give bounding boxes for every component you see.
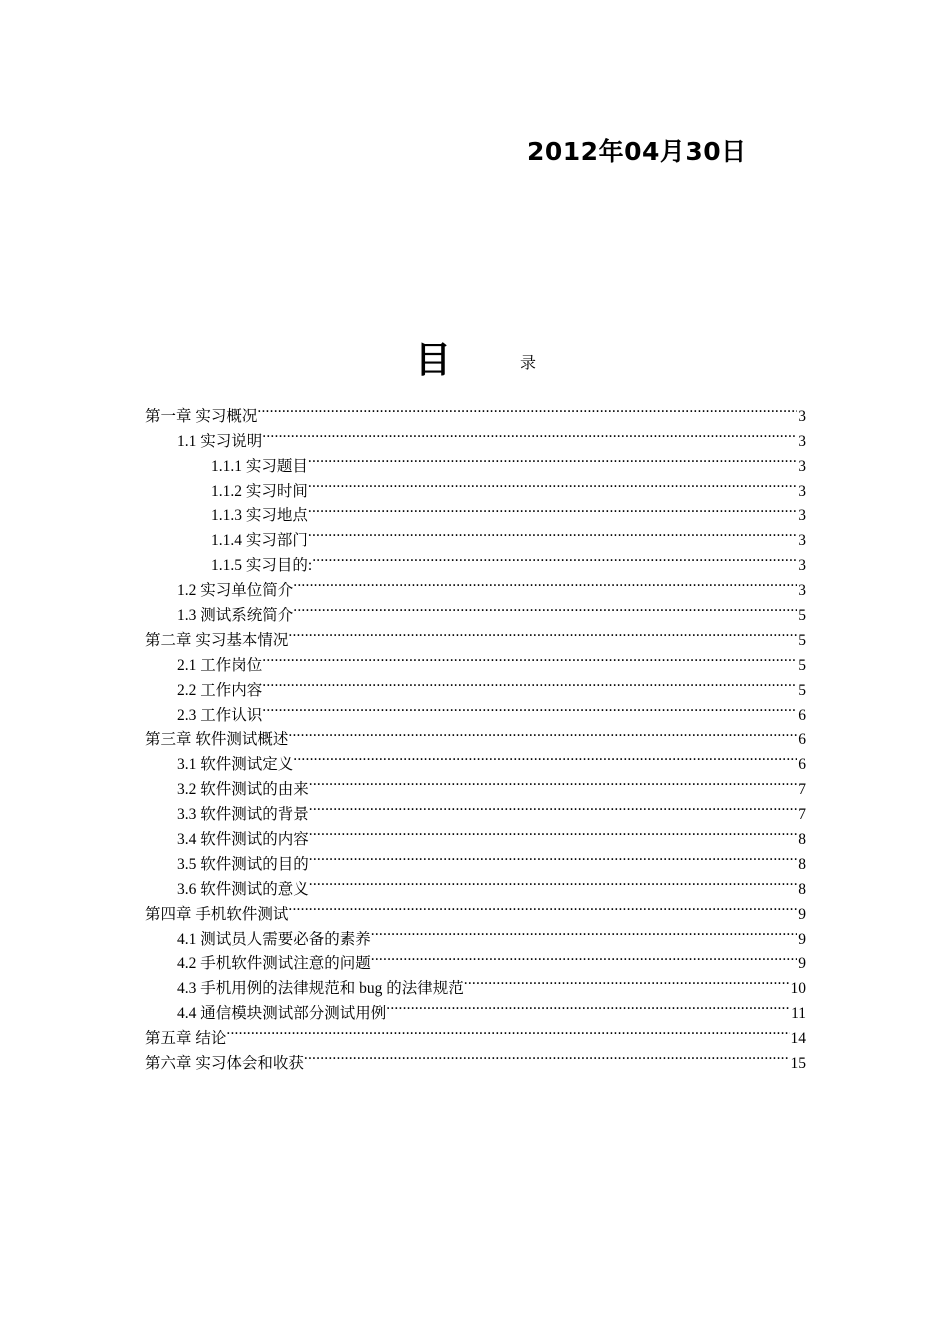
- toc-leader-dots: [226, 1018, 789, 1043]
- toc-leader-dots: [386, 993, 790, 1018]
- toc-leader-dots: [308, 471, 797, 496]
- toc-entry-page-number: 7: [798, 781, 806, 799]
- toc-entry-page-number: 5: [798, 656, 806, 674]
- toc-leader-dots: [257, 396, 797, 421]
- toc-entry-page-number: 6: [798, 756, 806, 774]
- toc-entry-label: 4.2 手机软件测试注意的问题: [177, 955, 371, 973]
- toc-entry-label: 第四章 手机软件测试: [145, 905, 289, 923]
- toc-leader-dots: [308, 496, 797, 521]
- toc-entry-page-number: 15: [790, 1055, 806, 1073]
- toc-entry-page-number: 3: [798, 557, 806, 575]
- toc-entry-label: 3.1 软件测试定义: [177, 756, 294, 774]
- toc-leader-dots: [371, 944, 797, 969]
- toc-entry-label: 第二章 实习基本情况: [145, 631, 289, 649]
- toc-entry-page-number: 5: [798, 631, 806, 649]
- toc-entry-label: 第一章 实习概况: [145, 407, 258, 425]
- toc-entry-page-number: 3: [798, 582, 806, 600]
- toc-entry-label: 第五章 结论: [145, 1030, 227, 1048]
- toc-entry-page-number: 3: [798, 482, 806, 500]
- date-text: 2012年04月30日: [527, 137, 747, 166]
- toc-entry-page-number: 5: [798, 681, 806, 699]
- toc-entry-page-number: 3: [798, 457, 806, 475]
- toc-leader-dots: [293, 570, 797, 595]
- toc-entry-page-number: 7: [798, 806, 806, 824]
- toc-heading-main: 目: [415, 340, 452, 381]
- toc-entry-page-number: 8: [798, 855, 806, 873]
- toc-leader-dots: [308, 520, 797, 545]
- toc-leader-dots: [308, 446, 797, 471]
- toc-entry-label: 4.3 手机用例的法律规范和 bug 的法律规范: [177, 980, 464, 998]
- toc-entry-label: 3.3 软件测试的背景: [177, 806, 309, 824]
- toc-leader-dots: [288, 720, 797, 745]
- toc-leader-dots: [309, 844, 797, 869]
- toc-entry-label: 3.2 软件测试的由来: [177, 781, 309, 799]
- toc-leader-dots: [288, 620, 797, 645]
- toc-entry-label: 3.4 软件测试的内容: [177, 831, 309, 849]
- toc-leader-dots: [262, 645, 797, 670]
- toc-leader-dots: [293, 744, 797, 769]
- toc-entry-page-number: 10: [790, 980, 806, 998]
- toc-entry-page-number: 3: [798, 407, 806, 425]
- toc-leader-dots: [309, 869, 797, 894]
- toc-heading-sub: 录: [520, 355, 537, 372]
- toc-leader-dots: [309, 819, 797, 844]
- toc-entry-label: 1.3 测试系统简介: [177, 607, 294, 625]
- toc-entry-page-number: 11: [791, 1005, 806, 1023]
- toc-entry-label: 1.1.2 实习时间: [211, 482, 308, 500]
- toc-heading: [0, 330, 950, 381]
- toc-leader-dots: [309, 769, 797, 794]
- toc-entry-label: 1.2 实习单位简介: [177, 582, 294, 600]
- toc-entry-page-number: 5: [798, 607, 806, 625]
- toc-leader-dots: [312, 545, 797, 570]
- toc-entry-page-number: 9: [798, 930, 806, 948]
- toc-leader-dots: [262, 670, 797, 695]
- toc-entry-label: 1.1 实习说明: [177, 432, 263, 450]
- toc-entry-page-number: 9: [798, 955, 806, 973]
- toc-entry[interactable]: [145, 1018, 806, 1048]
- toc-entry-label: 2.1 工作岗位: [177, 656, 263, 674]
- toc-entry-page-number: 6: [798, 731, 806, 749]
- toc-entry-label: 4.4 通信模块测试部分测试用例: [177, 1005, 387, 1023]
- toc-entry-label: 4.1 测试员人需要必备的素养: [177, 930, 371, 948]
- toc-leader-dots: [464, 968, 790, 993]
- toc-leader-dots: [262, 421, 797, 446]
- toc-entry-page-number: 3: [798, 432, 806, 450]
- toc-leader-dots: [288, 894, 797, 919]
- toc-leader-dots: [304, 1043, 790, 1068]
- toc-entry-page-number: 3: [798, 532, 806, 550]
- toc-entry-label: 3.5 软件测试的目的: [177, 855, 309, 873]
- toc-entry-label: 1.1.3 实习地点: [211, 507, 308, 525]
- toc-entry-page-number: 14: [790, 1030, 806, 1048]
- toc-entry-label: 第六章 实习体会和收获: [145, 1055, 304, 1073]
- toc-entry-page-number: 9: [798, 905, 806, 923]
- toc-entry-label: 2.3 工作认识: [177, 706, 263, 724]
- toc-entry-page-number: 8: [798, 880, 806, 898]
- toc-leader-dots: [293, 595, 797, 620]
- table-of-contents: [145, 396, 806, 1073]
- toc-leader-dots: [309, 794, 797, 819]
- toc-entry-label: 1.1.4 实习部门: [211, 532, 308, 550]
- toc-entry-label: 3.6 软件测试的意义: [177, 880, 309, 898]
- toc-leader-dots: [371, 919, 797, 944]
- toc-entry-label: 第三章 软件测试概述: [145, 731, 289, 749]
- toc-entry-page-number: 6: [798, 706, 806, 724]
- toc-entry-label: 2.2 工作内容: [177, 681, 263, 699]
- toc-entry-label: 1.1.5 实习目的:: [211, 557, 313, 575]
- toc-entry[interactable]: [145, 396, 806, 425]
- toc-entry[interactable]: [145, 1043, 806, 1073]
- toc-entry-page-number: 3: [798, 507, 806, 525]
- toc-entry-label: 1.1.1 实习题目: [211, 457, 308, 475]
- date-line: [0, 132, 950, 166]
- toc-entry-page-number: 8: [798, 831, 806, 849]
- toc-leader-dots: [262, 695, 797, 720]
